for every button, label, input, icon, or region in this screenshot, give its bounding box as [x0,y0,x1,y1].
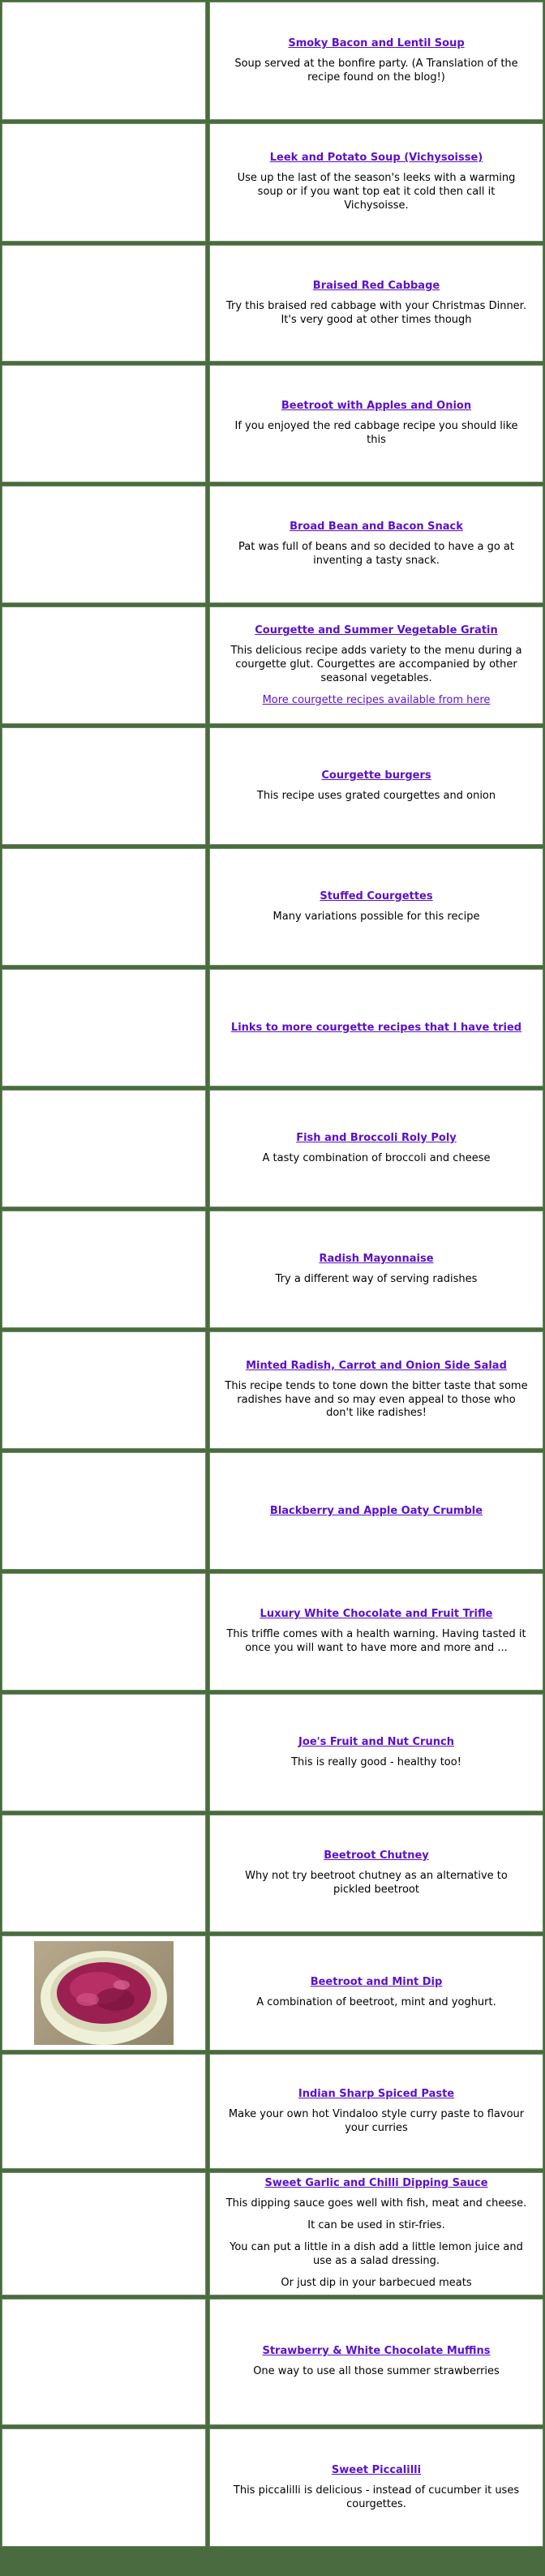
recipe-description: Pat was full of beans and so decided to have a go at inventing a tasty snack. [238,541,514,567]
recipe-image-cell [2,2172,206,2295]
recipe-title-link[interactable]: Radish Mayonnaise [319,1252,434,1265]
recipe-title-link[interactable]: Strawberry & White Chocolate Muffins [262,2345,491,2358]
recipe-text-cell [209,1090,543,1207]
recipe-table [2,2,543,2574]
recipe-description: Soup served at the bonfire party. (A Translation of the recipe found on the blog!) [234,57,518,84]
recipe-title-link[interactable]: Luxury White Chocolate and Fruit Trifle [260,1608,493,1621]
recipe-image-cell [2,1331,206,1449]
recipe-text-cell [209,848,543,966]
table-row [2,606,543,724]
recipe-text-cell [209,606,543,724]
recipe-description: This dipping sauce goes well with fish, meat and cheese. [225,2197,527,2210]
recipe-title-link[interactable]: Leek and Potato Soup (Vichysoisse) [269,152,483,165]
table-row [2,486,543,603]
recipe-description: This piccalilli is delicious - instead of cucumber it uses courgettes. [233,2484,520,2510]
table-row [2,1211,543,1328]
recipe-title-link[interactable]: Beetroot Chutney [324,1849,429,1862]
recipe-title-link[interactable]: Blackberry and Apple Oaty Crumble [269,1505,483,1517]
recipe-image-cell [2,1694,206,1811]
recipe-description: If you enjoyed the red cabbage recipe you should like this [234,420,518,446]
recipe-description: This delicious recipe adds variety to the menu during a courgette glut. Courgettes are accompanied by other seasonal vegetables. [230,645,522,684]
table-row [2,365,543,482]
recipe-image-cell [2,727,206,845]
recipe-description: Why not try beetroot chutney as an alternative to pickled beetroot [245,1870,508,1896]
table-row [2,1452,543,1570]
recipe-text-cell [209,969,543,1087]
recipe-image-cell [2,969,206,1087]
recipe-title-link[interactable]: Indian Sharp Spiced Paste [298,2087,455,2100]
recipe-text-cell [209,2428,543,2547]
recipe-description: This recipe uses grated courgettes and onion [256,789,496,802]
recipe-image-cell [2,1452,206,1570]
recipe-image-cell [2,245,206,362]
recipe-description: This is really good - healthy too! [291,1755,461,1768]
recipe-title-link[interactable]: Links to more courgette recipes that I have tried [230,1022,522,1034]
recipe-text-cell [209,365,543,482]
recipe-description: Many variations possible for this recipe [272,910,480,923]
recipe-image-cell [2,2428,206,2547]
recipe-title-link[interactable]: Courgette and Summer Vegetable Gratin [255,624,498,637]
table-row [2,2299,543,2425]
recipe-title-link[interactable]: Sweet Garlic and Chilli Dipping Sauce [264,2177,488,2190]
table-row [2,2172,543,2295]
recipe-title-link[interactable]: Courgette burgers [321,769,431,782]
table-row [2,848,543,966]
recipe-text-cell [209,2054,543,2169]
recipe-image-cell [2,606,206,724]
recipe-description: Try a different way of serving radishes [275,1272,478,1285]
recipe-title-link[interactable]: Joe's Fruit and Nut Crunch [298,1735,454,1748]
recipe-text-cell [209,1815,543,1932]
recipe-description: Use up the last of the season's leeks with a warming soup or if you want top eat it cold then call it Vichysoisse. [237,172,516,212]
table-row [2,1935,543,2051]
recipe-image-cell [2,123,206,242]
recipe-title-link[interactable]: Beetroot and Mint Dip [310,1976,443,1989]
table-row [2,2054,543,2169]
more-recipes-link[interactable]: More courgette recipes available from here [262,693,491,706]
recipe-text-cell [209,1211,543,1328]
recipe-image-cell [2,2,206,120]
recipe-text-cell [209,1452,543,1570]
recipe-text-cell [209,1935,543,2051]
recipe-image-cell [2,2299,206,2425]
recipe-title-link[interactable]: Sweet Piccalilli [331,2463,422,2476]
recipe-title-link[interactable]: Stuffed Courgettes [320,889,433,902]
recipe-description: It can be used in stir-fries. [307,2219,445,2232]
recipe-description: One way to use all those summer strawberries [253,2365,500,2378]
recipe-image-cell [2,365,206,482]
recipe-image-cell [2,848,206,966]
recipe-image-cell [2,1573,206,1691]
recipe-description: A tasty combination of broccoli and cheese [262,1151,491,1164]
table-row [2,2,543,120]
recipe-image-cell [2,1815,206,1932]
table-row [2,727,543,845]
recipe-description: Make your own hot Vindaloo style curry paste to flavour your curries [228,2107,525,2134]
recipe-image-cell [2,2054,206,2169]
recipe-text-cell [209,123,543,242]
recipe-title-link[interactable]: Broad Bean and Bacon Snack [290,521,463,534]
table-row [2,2428,543,2547]
recipe-title-link[interactable]: Beetroot with Apples and Onion [281,400,472,413]
recipe-title-link[interactable]: Smoky Bacon and Lentil Soup [288,36,465,49]
table-row [2,123,543,242]
recipe-title-link[interactable]: Braised Red Cabbage [312,279,440,292]
recipe-description: You can put a little in a dish add a little lemon juice and use as a salad dressing. [230,2241,523,2267]
recipe-text-cell [209,2,543,120]
recipe-image-cell [2,486,206,603]
recipe-image-cell [2,1211,206,1328]
recipe-text-cell [209,2172,543,2295]
recipe-description: This triffle comes with a health warning. Having tasted it once you will want to have more and more and ... [226,1628,526,1654]
table-row [2,1815,543,1932]
recipe-text-cell [209,486,543,603]
recipe-title-link[interactable]: Fish and Broccoli Roly Poly [296,1131,457,1144]
recipe-description: Try this braised red cabbage with your Christmas Dinner. It's very good at other times though [226,299,526,326]
table-row [2,1331,543,1449]
recipe-title-link[interactable]: Minted Radish, Carrot and Onion Side Salad [246,1359,507,1372]
recipe-text-cell [209,2299,543,2425]
table-row [2,1573,543,1691]
table-row [2,1090,543,1207]
recipe-image-cell [2,1090,206,1207]
recipe-description: This recipe tends to tone down the bitter taste that some radishes have and so may even appeal to those who don't like radishes! [225,1379,528,1420]
recipe-image-cell [2,1935,206,2051]
table-row [2,969,543,1087]
recipe-text-cell [209,727,543,845]
recipe-text-cell [209,1573,543,1691]
recipe-description: Or just dip in your barbecued meats [281,2276,472,2289]
recipe-description: A combination of beetroot, mint and yoghurt. [256,1996,496,2009]
table-row [2,1694,543,1811]
recipe-text-cell [209,245,543,362]
beetroot-dip-photo[interactable] [34,1941,174,2045]
recipe-text-cell [209,1331,543,1449]
recipe-text-cell [209,1694,543,1811]
table-row [2,245,543,362]
